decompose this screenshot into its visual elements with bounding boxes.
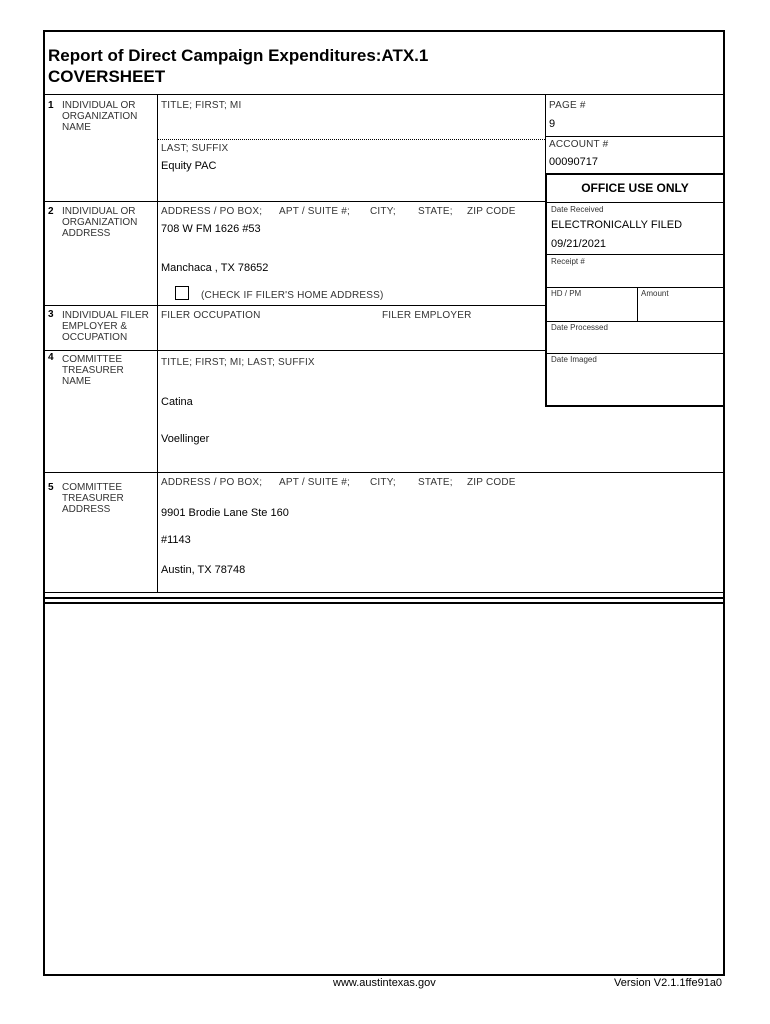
filer-address-line1: 708 W FM 1626 #53 (161, 223, 261, 235)
section1-bottom-border (44, 201, 545, 202)
treasurer-state-label: STATE; (418, 477, 453, 488)
header-divider (44, 94, 725, 95)
form-subtitle: COVERSHEET (48, 67, 166, 86)
footer-version: Version V2.1.1ffe91a0 (614, 977, 723, 989)
treasurer-city-label: CITY; (370, 477, 396, 488)
date-processed-label: Date Processed (551, 323, 608, 332)
section1-number: 1 (48, 100, 54, 111)
section2-number: 2 (48, 206, 54, 217)
last-suffix-label: LAST; SUFFIX (161, 143, 229, 154)
amount-label: Amount (641, 289, 669, 298)
treasurer-last-name: Voellinger (161, 433, 210, 445)
section4-number: 4 (48, 352, 54, 363)
treasurer-name-label: TITLE; FIRST; MI; LAST; SUFFIX (161, 357, 315, 368)
section3-bottom-border (44, 350, 545, 351)
filer-employer-label: FILER EMPLOYER (382, 310, 472, 321)
office-title-divider (546, 202, 724, 203)
label-column-divider (157, 95, 158, 592)
treasurer-address-line1: 9901 Brodie Lane Ste 160 (161, 507, 289, 519)
date-received-date: 09/21/2021 (551, 238, 607, 250)
filer-name-value: Equity PAC (161, 160, 217, 172)
office-use-title: OFFICE USE ONLY (581, 181, 689, 195)
section4-bottom-border (44, 472, 725, 473)
filer-address-line2: Manchaca , TX 78652 (161, 262, 269, 274)
section3-name: INDIVIDUAL FILER EMPLOYER & OCCUPATION (62, 310, 149, 343)
receipt-label: Receipt # (551, 257, 585, 266)
page-value: 9 (549, 118, 556, 130)
page-label: PAGE # (549, 100, 586, 111)
account-label: ACCOUNT # (549, 139, 609, 150)
apt-label: APT / SUITE #; (279, 206, 350, 217)
home-address-checkbox-label: (CHECK IF FILER'S HOME ADDRESS) (201, 290, 384, 301)
address-label: ADDRESS / PO BOX; (161, 206, 263, 217)
title-first-mi-label: TITLE; FIRST; MI (161, 100, 242, 111)
date-imaged-label: Date Imaged (551, 355, 597, 364)
office-divider-3 (546, 321, 724, 322)
account-value: 00090717 (549, 156, 598, 168)
office-divider-1 (546, 254, 724, 255)
filer-occupation-label: FILER OCCUPATION (161, 310, 261, 321)
section3-number: 3 (48, 309, 54, 320)
footer-website-link[interactable]: www.austintexas.gov (333, 977, 436, 989)
hd-amount-divider (637, 287, 638, 321)
city-label: CITY; (370, 206, 396, 217)
section4-name: COMMITTEE TREASURER NAME (62, 354, 124, 387)
treasurer-apt-label: APT / SUITE #; (279, 477, 350, 488)
section5-number: 5 (48, 482, 54, 493)
page-account-divider (545, 95, 546, 174)
date-received-status: ELECTRONICALLY FILED (551, 219, 683, 231)
double-divider-upper (44, 597, 725, 599)
section1-name: INDIVIDUAL OR ORGANIZATION NAME (62, 100, 138, 133)
page-account-hline (545, 136, 725, 137)
section5-name: COMMITTEE TREASURER ADDRESS (62, 482, 124, 515)
zip-label: ZIP CODE (467, 206, 516, 217)
treasurer-address-label: ADDRESS / PO BOX; (161, 477, 263, 488)
treasurer-address-line2: #1143 (161, 534, 191, 546)
hd-pm-label: HD / PM (551, 289, 582, 298)
name-dotted-divider (158, 139, 545, 140)
treasurer-address-line3: Austin, TX 78748 (161, 564, 246, 576)
home-address-checkbox[interactable] (175, 286, 189, 300)
section2-name: INDIVIDUAL OR ORGANIZATION ADDRESS (62, 206, 138, 239)
form-title: Report of Direct Campaign Expenditures:ATX.1 (48, 46, 429, 65)
office-divider-4 (546, 353, 724, 354)
date-received-label: Date Received (551, 205, 604, 214)
treasurer-first-name: Catina (161, 396, 193, 408)
section5-bottom-border (44, 592, 725, 593)
state-label: STATE; (418, 206, 453, 217)
treasurer-zip-label: ZIP CODE (467, 477, 516, 488)
section2-bottom-border (44, 305, 545, 306)
double-divider-lower (44, 602, 725, 604)
office-divider-2 (546, 287, 724, 288)
